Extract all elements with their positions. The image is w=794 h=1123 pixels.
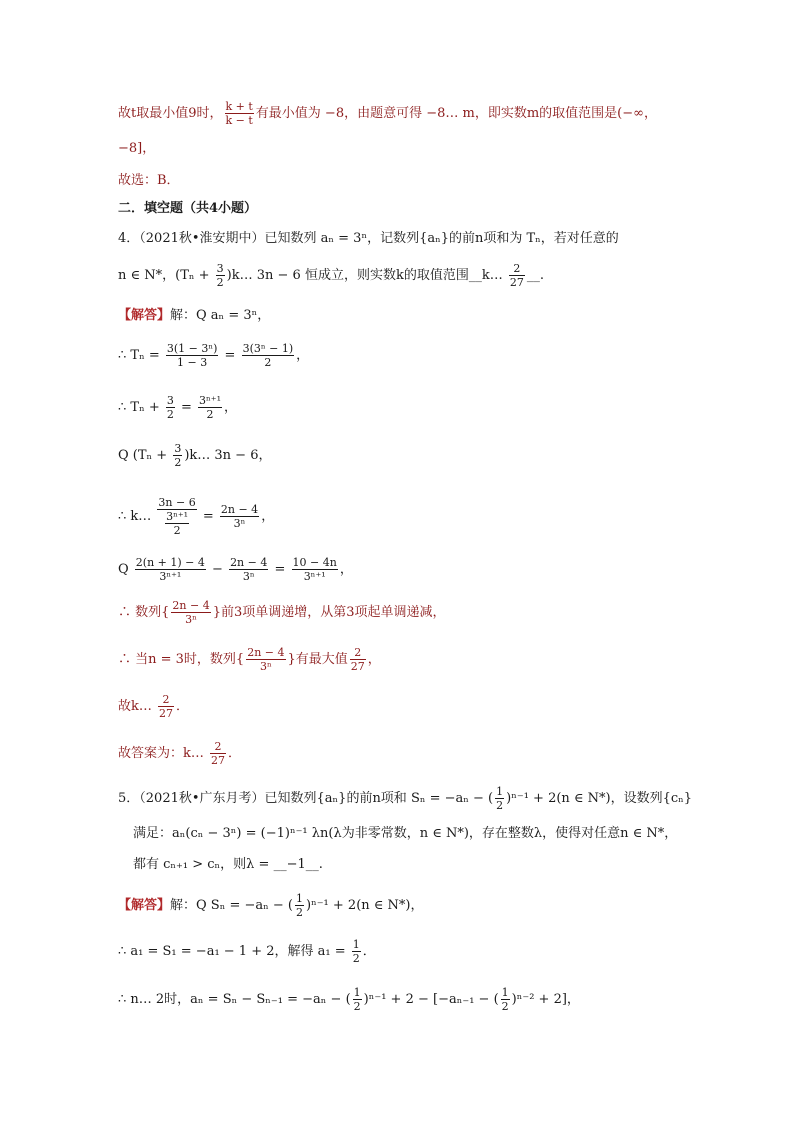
solution-prev-line-2: −8]，	[118, 141, 156, 156]
fraction	[353, 986, 362, 1013]
denominator: 2	[296, 906, 303, 919]
denominator: 2	[173, 524, 181, 537]
numerator: 2	[509, 262, 525, 276]
numerator: 3	[216, 262, 224, 275]
sol5-line-1	[118, 892, 423, 919]
numerator: 2n − 4	[172, 599, 210, 612]
q5-line-1	[118, 785, 692, 812]
text: )ⁿ⁻¹ + 2(n ∈ N*)，	[306, 898, 424, 913]
text: 故t取最小值9时，	[118, 106, 223, 121]
answer-tag: 【解答】	[118, 898, 171, 913]
sol4-line-9: 故k… $\frac{2}{27}$ ．	[118, 693, 190, 720]
fraction	[292, 556, 338, 583]
answer-fraction	[509, 262, 525, 289]
denominator: 3ⁿ	[185, 613, 197, 626]
sol4-line-8: ∴ 当n = 3时，数列{ $\frac{2n - 4}{\text{3ⁿ}}$ }有最大值 $\frac{2}{27}$ ，	[118, 646, 381, 673]
text: ∴ k…	[118, 509, 156, 524]
compound-fraction	[157, 496, 196, 537]
numerator: 3	[166, 394, 174, 407]
text: }有最大值	[287, 652, 348, 667]
fraction	[166, 394, 175, 421]
sol4-line-3: ∴ Tₙ + $\frac{3}{2}$ = $\frac{\text{3ⁿ⁺¹}}{2}$ ，	[118, 394, 238, 421]
sol4-line-4	[118, 442, 271, 469]
text: ∴ 数列{	[118, 605, 170, 620]
denominator	[157, 510, 196, 537]
text: )ⁿ⁻¹ + 2 − [−aₙ₋₁ − (	[363, 992, 499, 1007]
denominator: 27	[350, 660, 365, 673]
text: ∴ 当n = 3时，数列{	[118, 652, 245, 667]
q4-line-1: 4．（2021秋•淮安期中）已知数列 aₙ = 3ⁿ，记数列{aₙ}的前n项和为 Tₙ，若对任意的	[118, 231, 619, 246]
numerator: 3	[174, 442, 182, 455]
text: 解：Q aₙ = 3ⁿ，	[170, 308, 271, 323]
fraction	[165, 510, 189, 537]
sol4-line-10: 故答案为：k… $\frac{2}{27}$ ．	[118, 740, 242, 767]
numerator: 2n − 4	[230, 556, 268, 569]
fraction	[216, 262, 225, 289]
numerator: 3(3ⁿ − 1)	[242, 342, 294, 355]
fraction	[166, 342, 219, 369]
text: ∴ n… 2时，aₙ = Sₙ − Sₙ₋₁ = −aₙ − (	[118, 992, 351, 1007]
text: )ⁿ⁻¹ + 2(n ∈ N*)，设数列{cₙ}	[506, 791, 693, 806]
numerator: 1	[353, 986, 361, 999]
fraction	[220, 503, 259, 530]
numerator: 10 − 4n	[292, 556, 337, 569]
numerator: 2	[350, 646, 366, 660]
numerator: k + t	[225, 100, 253, 113]
denominator: 3ⁿ	[259, 660, 272, 673]
fraction	[295, 892, 304, 919]
denominator: 1 − 3	[177, 356, 208, 369]
text: ∴ Tₙ +	[118, 400, 164, 415]
text: __.	[526, 268, 544, 283]
fraction	[225, 100, 254, 127]
text: Q (Tₙ +	[118, 448, 172, 463]
text: ∴ Tₙ =	[118, 348, 164, 363]
denominator: 2	[353, 1000, 361, 1013]
fraction	[198, 394, 222, 421]
denominator: 27	[211, 754, 226, 767]
denominator: 2	[216, 276, 224, 289]
text: 有最小值为 −8，由题意可得 −8… m，即实数m的取值范围是(−∞，	[255, 106, 657, 121]
numerator: 1	[352, 938, 360, 951]
fraction	[158, 693, 174, 720]
text: ∴ a₁ = S₁ = −a₁ − 1 + 2，解得 a₁ =	[118, 944, 350, 959]
fraction	[242, 342, 295, 369]
sol4-line-7	[118, 599, 446, 626]
numerator: 2n − 4	[247, 646, 285, 659]
section-heading: 二．填空题（共4小题）	[118, 201, 258, 216]
fraction	[171, 599, 210, 626]
denominator: 2	[166, 408, 174, 421]
denominator: 2	[496, 799, 504, 812]
fraction	[210, 740, 226, 767]
sol4-line-2: ∴ Tₙ = $\frac{\text{3(1 − 3ⁿ)}}{1 - 3}$ = $\frac{\text{3(3ⁿ − 1)}}{2}$ ，	[118, 342, 310, 369]
sol5-line-2: ∴ a₁ = S₁ = −a₁ − 1 + 2，解得 a₁ = $\frac{1}{2}$ ．	[118, 938, 376, 965]
sol4-line-1	[118, 307, 270, 325]
numerator: 2(n + 1) − 4	[135, 556, 205, 569]
denominator: 2	[501, 1000, 509, 1013]
text: n ∈ N*，(Tₙ +	[118, 268, 214, 283]
text: )k… 3n − 6 恒成立，则实数k的取值范围__k…	[226, 268, 507, 283]
denominator: 2	[174, 456, 182, 469]
numerator: 2n − 4	[220, 503, 259, 516]
fraction	[352, 938, 361, 965]
fraction	[173, 442, 182, 469]
q4-line-2	[118, 262, 544, 289]
text: 故答案为：k…	[118, 746, 209, 761]
fraction	[501, 986, 510, 1013]
numerator: 1	[296, 892, 303, 905]
denominator: 27	[159, 707, 174, 720]
numerator: 3ⁿ⁺¹	[166, 510, 189, 523]
text: }前3项单调递增，从第3项起单调递减，	[212, 605, 446, 620]
text: Q	[118, 562, 133, 577]
sol5-line-3	[118, 986, 580, 1013]
text: 故k…	[118, 699, 157, 714]
denominator: 3ⁿ	[242, 570, 255, 583]
denominator: k − t	[225, 114, 253, 127]
numerator: 3(1 − 3ⁿ)	[166, 342, 218, 355]
denominator: 27	[509, 276, 524, 289]
numerator: 3n − 6	[158, 496, 196, 509]
fraction	[135, 556, 206, 583]
denominator: 3ⁿ⁺¹	[303, 570, 326, 583]
denominator: 2	[206, 408, 214, 421]
fraction	[229, 556, 268, 583]
q5-line-3: 都有 cₙ₊₁ > cₙ，则λ = __−1__.	[133, 857, 323, 872]
solution-prev-line-3: 故选：B．	[118, 173, 180, 188]
text: 解：Q Sₙ = −aₙ − (	[170, 898, 293, 913]
numerator: 2	[158, 693, 174, 707]
numerator: 3ⁿ⁺¹	[199, 394, 222, 407]
q5-line-2: 满足：aₙ(cₙ − 3ⁿ) = (−1)ⁿ⁻¹ λn(λ为非零常数，n ∈ N*)，存在整数λ，使得对任意n ∈ N*，	[133, 826, 678, 841]
fraction	[495, 785, 504, 812]
numerator: 1	[501, 986, 509, 999]
denominator: 2	[264, 356, 272, 369]
numerator: 2	[210, 740, 226, 754]
answer-tag: 【解答】	[118, 308, 171, 323]
sol4-line-5: ∴ k… $\frac{3n - 6}{\frac{\text{3ⁿ⁺¹}}{2}}$ = $\frac{2n - 4}{\text{3ⁿ}}$ ，	[118, 496, 275, 537]
fraction	[350, 646, 366, 673]
text: )ⁿ⁻² + 2]，	[511, 992, 580, 1007]
text: 5．（2021秋•广东月考）已知数列{aₙ}的前n项和 Sₙ = −aₙ − (	[118, 791, 494, 806]
denominator: 3ⁿ⁺¹	[159, 570, 182, 583]
numerator: 1	[496, 785, 504, 798]
sol4-line-6: Q $\frac{2(n + 1) - 4}{\text{3ⁿ⁺¹}}$ − $\frac{2n - 4}{\text{3ⁿ}}$ = $\frac{10 - 4n}{\text{3ⁿ⁺¹}}$ ，	[118, 556, 353, 583]
denominator: 2	[352, 952, 360, 965]
denominator: 3ⁿ	[233, 517, 246, 530]
text: )k… 3n − 6，	[184, 448, 272, 463]
fraction	[246, 646, 285, 673]
solution-prev-line-1	[118, 100, 657, 127]
